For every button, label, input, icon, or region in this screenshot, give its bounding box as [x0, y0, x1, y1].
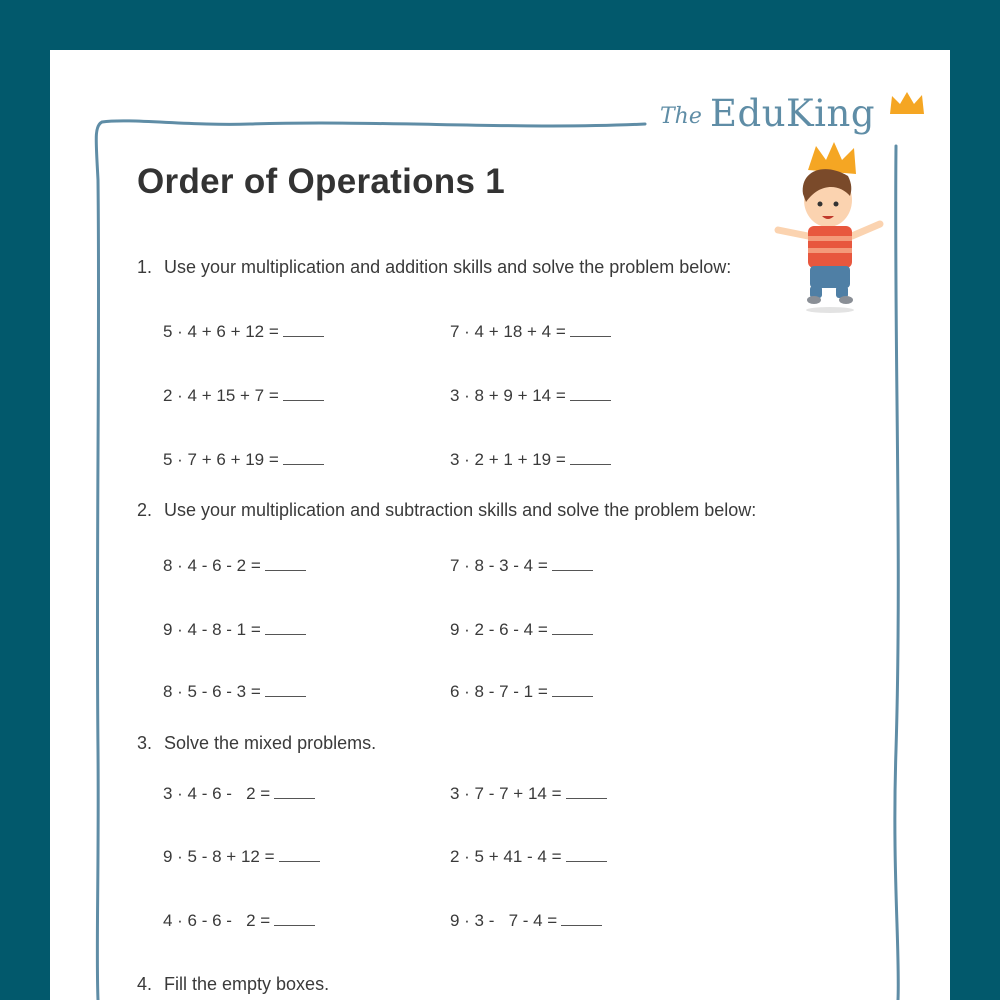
logo-the-text: The [660, 104, 702, 129]
question-1 [137, 257, 731, 278]
answer-blank[interactable] [265, 682, 306, 697]
question-instruction: Use your multiplication and addition skills and solve the problem below: [164, 257, 732, 277]
worksheet-title: Order of Operations 1 [137, 162, 506, 201]
problem-2-1: 8 · 4 - 6 - 2 = [163, 556, 306, 576]
answer-blank[interactable] [566, 784, 607, 799]
answer-blank[interactable] [570, 322, 611, 337]
question-3 [137, 733, 376, 754]
answer-blank[interactable] [283, 322, 324, 337]
crown-icon [888, 90, 926, 118]
answer-blank[interactable] [570, 450, 611, 465]
answer-blank[interactable] [552, 556, 593, 571]
question-number: 2. [137, 500, 153, 520]
problem-3-4: 2 · 5 + 41 - 4 = [450, 847, 607, 867]
logo-name-text: EduKing [710, 92, 876, 135]
answer-blank[interactable] [552, 682, 593, 697]
question-number: 3. [137, 733, 153, 753]
question-2 [137, 500, 756, 521]
problem-1-2: 7 · 4 + 18 + 4 = [450, 322, 611, 342]
question-number: 4. [137, 974, 153, 994]
problem-2-6: 6 · 8 - 7 - 1 = [450, 682, 593, 702]
answer-blank[interactable] [265, 620, 306, 635]
question-instruction: Use your multiplication and subtraction skills and solve the problem below: [164, 500, 757, 520]
question-number: 1. [137, 257, 153, 277]
question-instruction: Fill the empty boxes. [164, 974, 330, 994]
problem-2-3: 9 · 4 - 8 - 1 = [163, 620, 306, 640]
answer-blank[interactable] [283, 450, 324, 465]
problem-3-2: 3 · 7 - 7 + 14 = [450, 784, 607, 804]
problem-2-5: 8 · 5 - 6 - 3 = [163, 682, 306, 702]
problem-3-5: 4 · 6 - 6 - 2 = [163, 911, 315, 931]
answer-blank[interactable] [265, 556, 306, 571]
problem-2-4: 9 · 2 - 6 - 4 = [450, 620, 593, 640]
answer-blank[interactable] [552, 620, 593, 635]
answer-blank[interactable] [274, 784, 315, 799]
problem-1-3: 2 · 4 + 15 + 7 = [163, 386, 324, 406]
answer-blank[interactable] [570, 386, 611, 401]
problem-1-5: 5 · 7 + 6 + 19 = [163, 450, 324, 470]
answer-blank[interactable] [561, 911, 602, 926]
problem-1-4: 3 · 8 + 9 + 14 = [450, 386, 611, 406]
answer-blank[interactable] [279, 847, 320, 862]
question-4 [137, 974, 329, 995]
boy-mascot-illustration [770, 140, 890, 315]
problem-2-2: 7 · 8 - 3 - 4 = [450, 556, 593, 576]
answer-blank[interactable] [283, 386, 324, 401]
worksheet-page [50, 50, 950, 1000]
question-instruction: Solve the mixed problems. [164, 733, 377, 753]
answer-blank[interactable] [274, 911, 315, 926]
problem-1-1: 5 · 4 + 6 + 12 = [163, 322, 324, 342]
problem-1-6: 3 · 2 + 1 + 19 = [450, 450, 611, 470]
answer-blank[interactable] [566, 847, 607, 862]
problem-3-3: 9 · 5 - 8 + 12 = [163, 847, 320, 867]
problem-3-1: 3 · 4 - 6 - 2 = [163, 784, 315, 804]
problem-3-6: 9 · 3 - 7 - 4 = [450, 911, 602, 931]
